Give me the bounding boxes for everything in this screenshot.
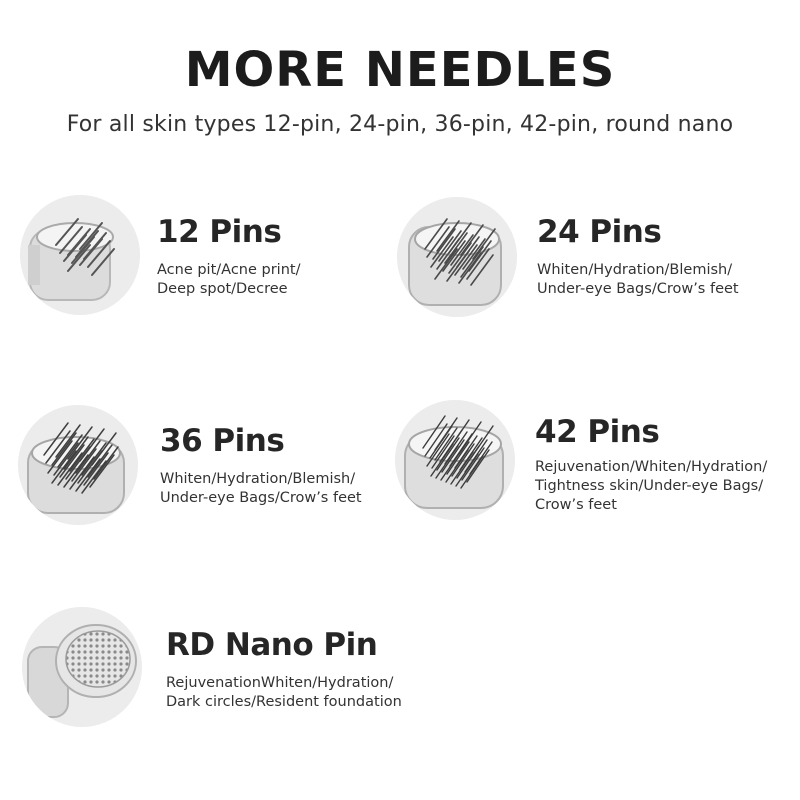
product-description: Acne pit/Acne print/ Deep spot/Decree <box>157 262 301 297</box>
product-name: RD Nano Pin <box>166 627 378 663</box>
product-name: 36 Pins <box>160 423 285 459</box>
needle-cartridge-icon <box>397 197 517 317</box>
product-description: Rejuvenation/Whiten/Hydration/ Tightness skin/Under-eye Bags/ Crow’s feet <box>535 459 768 513</box>
product-name: 42 Pins <box>535 414 660 450</box>
needle-cartridge-icon <box>395 400 515 520</box>
nano-pin-cartridge-icon <box>22 607 142 727</box>
page-title: MORE NEEDLES <box>184 42 616 98</box>
needle-cartridge-icon <box>18 405 138 525</box>
product-name: 12 Pins <box>157 214 282 250</box>
page-subtitle: For all skin types 12-pin, 24-pin, 36-pin, 42-pin, round nano <box>66 112 734 137</box>
product-description: Whiten/Hydration/Blemish/ Under-eye Bags/Crow’s feet <box>160 471 362 506</box>
product-description: RejuvenationWhiten/Hydration/ Dark circles/Resident foundation <box>166 675 402 710</box>
needle-cartridge-icon <box>20 195 140 315</box>
product-name: 24 Pins <box>537 214 662 250</box>
product-description: Whiten/Hydration/Blemish/ Under-eye Bags/Crow’s feet <box>537 262 739 297</box>
